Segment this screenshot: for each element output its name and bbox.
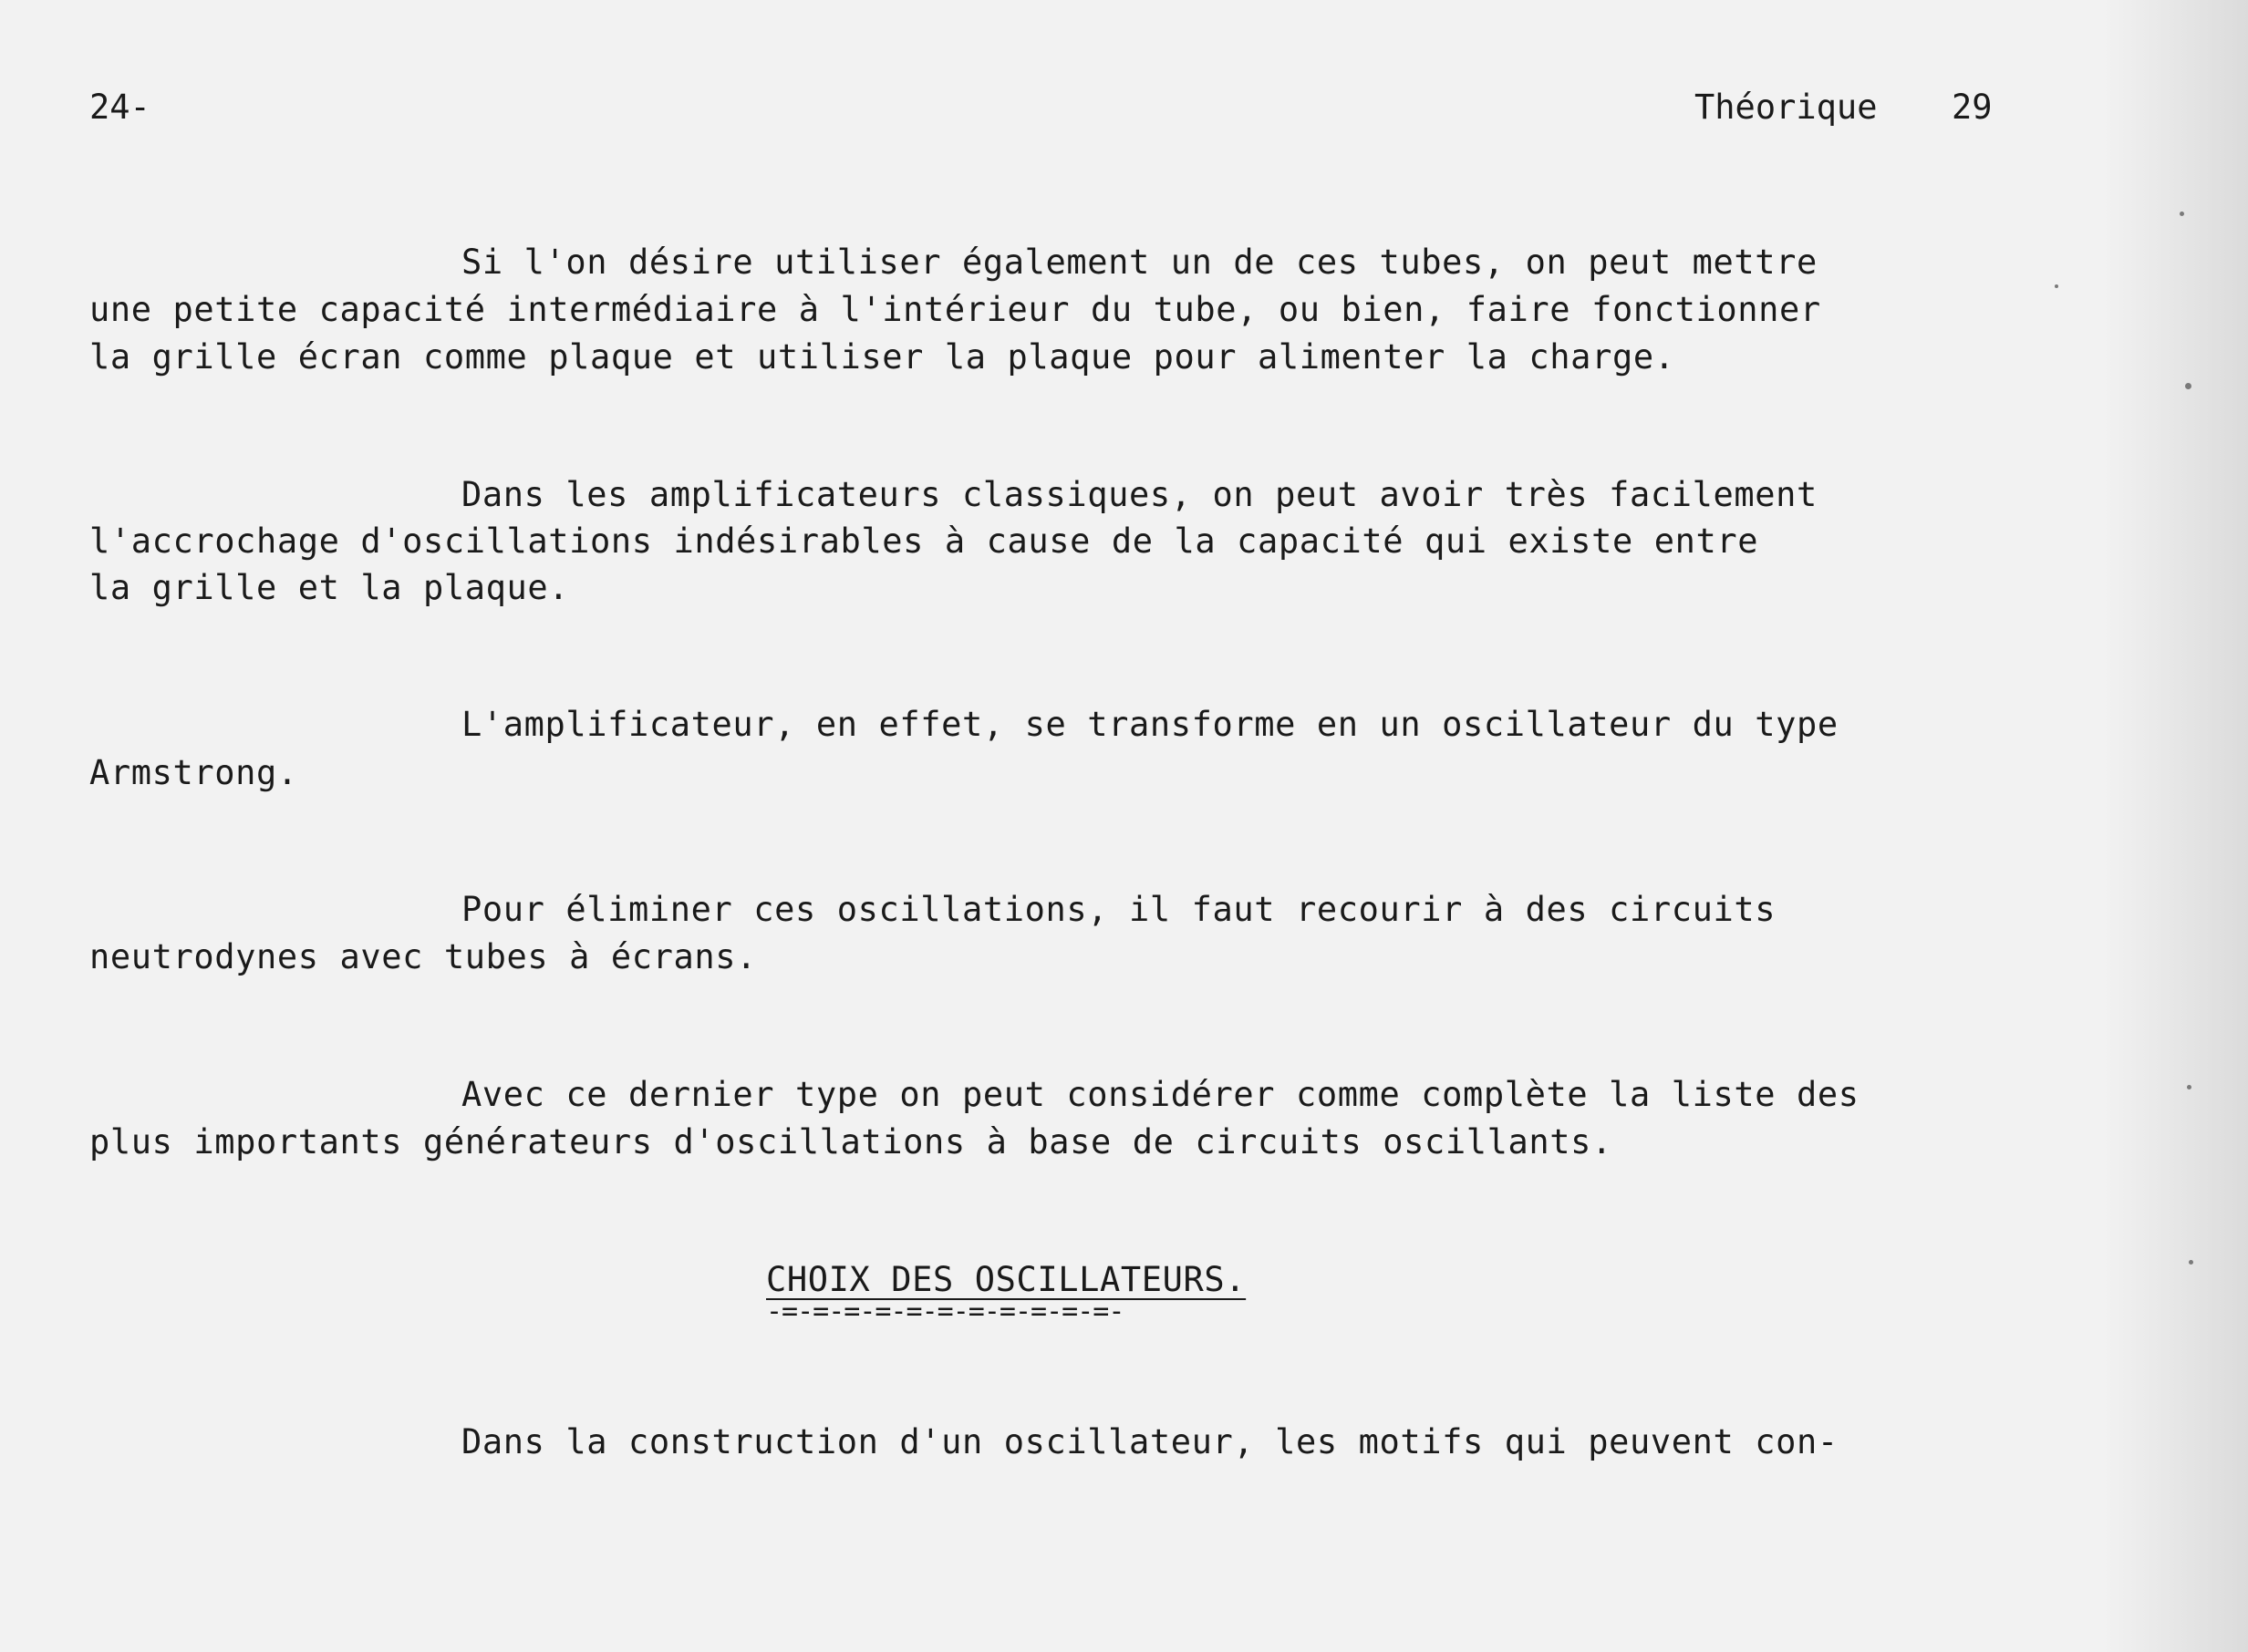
paragraph-line: la grille et la plaque.: [89, 568, 570, 607]
scan-speck: [2180, 212, 2184, 216]
scan-speck: [2185, 383, 2191, 389]
paragraph-line: Avec ce dernier type on peut considérer comme complète la liste des: [461, 1075, 1860, 1114]
paragraph-line: Pour éliminer ces oscillations, il faut recourir à des circuits: [461, 890, 1777, 929]
section-heading: CHOIX DES OSCILLATEURS.: [766, 1260, 1247, 1299]
paragraph-line: neutrodynes avec tubes à écrans.: [89, 937, 758, 976]
paragraph-line: l'accrochage d'oscillations indésirables à cause de la capacité qui existe entre: [89, 521, 1759, 561]
paragraph-line: Dans les amplificateurs classiques, on peut avoir très facilement: [461, 475, 1818, 514]
section-label: Théorique: [1694, 88, 1878, 127]
page-reference: 24-: [89, 88, 150, 127]
paragraph-line: plus importants générateurs d'oscillations à base de circuits oscillants.: [89, 1122, 1612, 1162]
heading-decoration: -=-=-=-=-=-=-=-=-=-=-=-: [766, 1296, 1124, 1327]
scan-speck: [2055, 284, 2058, 288]
paragraph-line: la grille écran comme plaque et utiliser la plaque pour alimenter la charge.: [89, 337, 1675, 377]
scan-speck: [2187, 1085, 2191, 1089]
paragraph-line: Armstrong.: [89, 753, 298, 792]
scan-speck: [2189, 1260, 2193, 1265]
paragraph-line: Si l'on désire utiliser également un de ces tubes, on peut mettre: [461, 243, 1818, 282]
paragraph-line: L'amplificateur, en effet, se transforme en un oscillateur du type: [461, 705, 1839, 744]
scan-shadow: [2102, 0, 2248, 1652]
paragraph-line: Dans la construction d'un oscillateur, les motifs qui peuvent con-: [461, 1422, 1839, 1461]
paragraph-line: une petite capacité intermédiaire à l'intérieur du tube, ou bien, faire fonctionner: [89, 290, 1821, 329]
page-number: 29: [1952, 88, 1993, 127]
